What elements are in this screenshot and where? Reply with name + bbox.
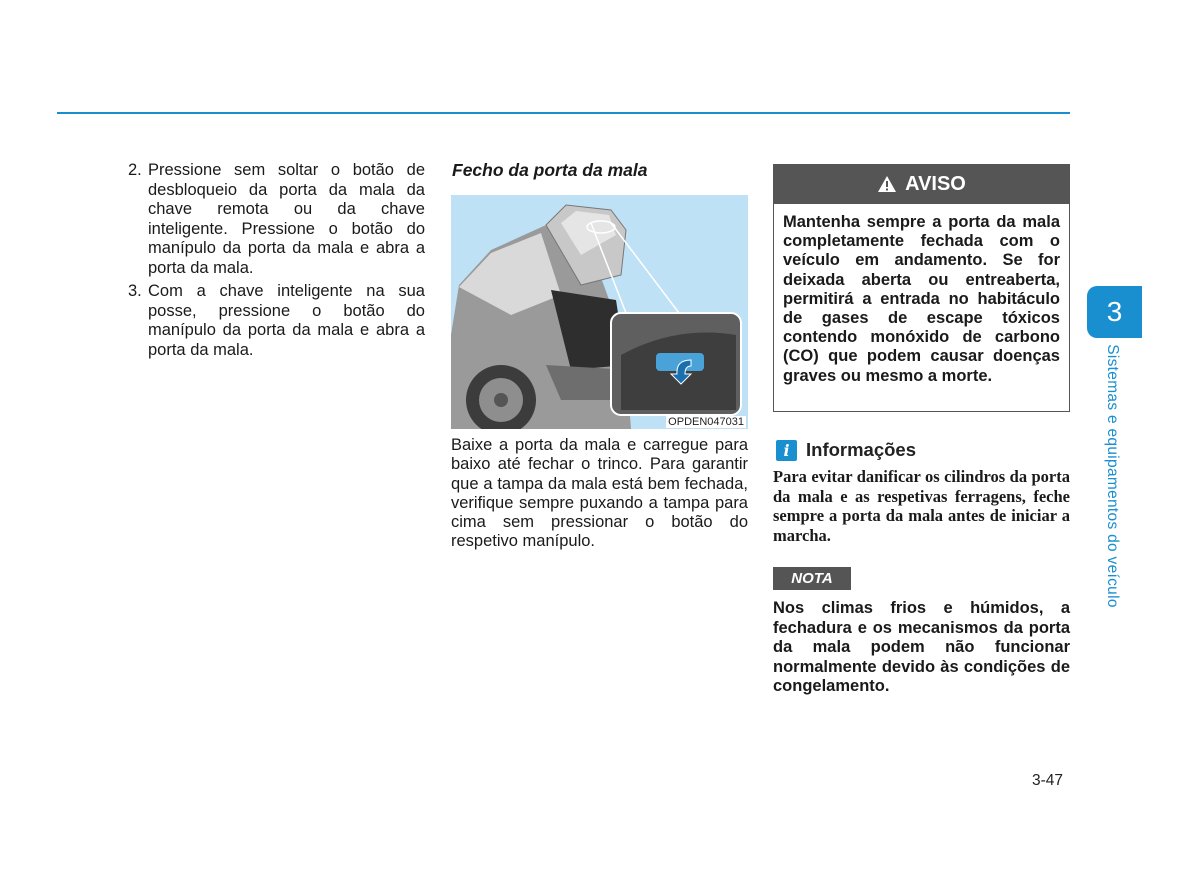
- step-text: Com a chave inteligente na sua posse, pressione o botão do manípulo da porta da mala e abra a porta da mala.: [148, 282, 425, 359]
- note-text: Nos climas frios e húmidos, a fechadura e os mecanismos da porta da mala podem não funcionar normalmente devido às condições de congelamento.: [773, 599, 1070, 695]
- info-header: [776, 439, 916, 461]
- step-text: Pressione sem soltar o botão de desbloqueio da porta da mala da chave remota ou da chave inteligente. Pressione o botão do manípulo da porta da mala e abra a porta da mala.: [148, 161, 425, 277]
- step-number: 3.: [128, 282, 142, 300]
- list-item: [128, 282, 425, 360]
- chapter-tab: 3: [1087, 286, 1142, 338]
- warning-header: [773, 164, 1070, 204]
- warning-text: Mantenha sempre a porta da mala completamente fechada com o veículo em andamento. Se for deixada aberta ou entreaberta, permitirá a entrada no habitáculo de gases de escape tóxicos contendo monóxido de carbono (CO) que podem causar doenças graves ou mesmo a morte.: [783, 213, 1060, 385]
- chapter-title: Sistemas e equipamentos do veículo: [1104, 344, 1121, 608]
- figure-code: OPDEN047031: [668, 416, 744, 428]
- warning-title: AVISO: [905, 172, 966, 195]
- step-number: 2.: [128, 161, 142, 179]
- list-item: [128, 161, 425, 278]
- info-icon: i: [776, 440, 797, 461]
- page-number: 3-47: [1032, 772, 1064, 789]
- car-tailgate-drawing: [451, 195, 748, 429]
- info-title: Informações: [806, 439, 917, 460]
- warning-triangle-icon: [877, 175, 897, 193]
- section-title: Fecho da porta da mala: [452, 160, 648, 180]
- info-text: Para evitar danificar os cilindros da porta da mala e as respetivas ferragens, feche sempre a porta da mala antes de iniciar a marcha.: [773, 467, 1070, 545]
- note-badge: NOTA: [773, 567, 851, 590]
- tailgate-illustration: [451, 195, 748, 429]
- steps-list: [128, 161, 425, 364]
- section-body: Baixe a porta da mala e carregue para baixo até fechar o trinco. Para garantir que a tampa da mala está bem fechada, verifique sempre puxando a tampa para cima sem pressionar o botão do respetivo manípulo.: [451, 436, 748, 551]
- top-rule: [57, 112, 1070, 114]
